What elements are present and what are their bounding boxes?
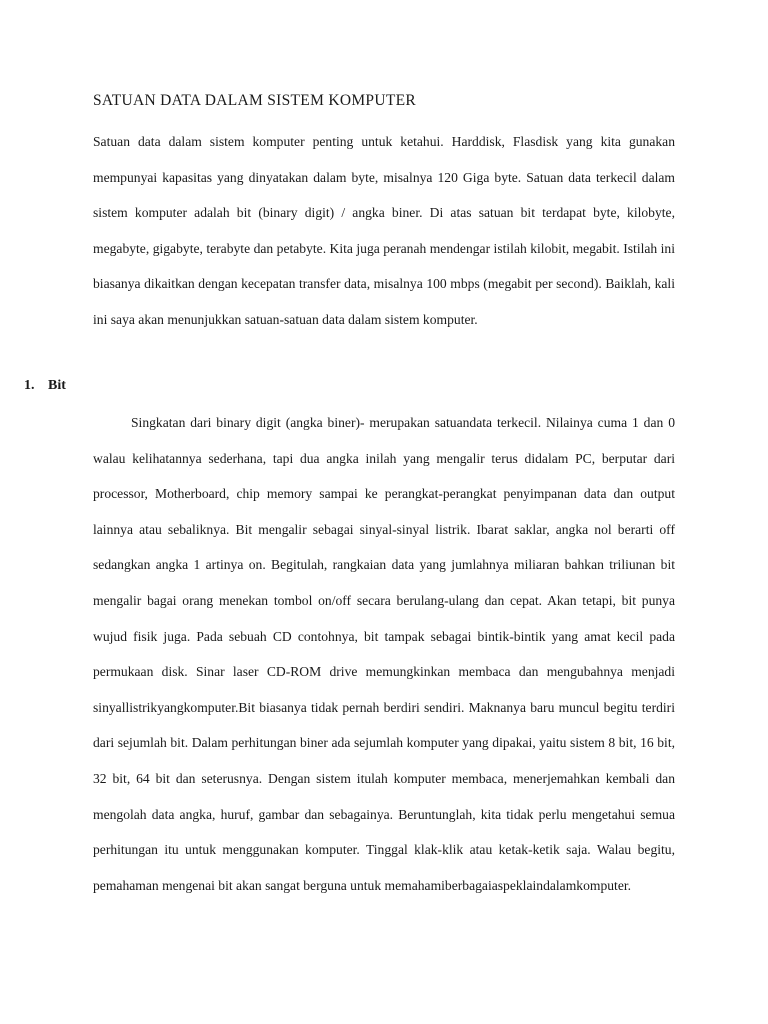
section-heading-bit (24, 378, 66, 394)
section-number: 1. (24, 378, 35, 393)
section-title: Bit (48, 378, 66, 393)
intro-paragraph: Satuan data dalam sistem komputer penting untuk ketahui. Harddisk, Flasdisk yang kita gunakan mempunyai kapasitas yang dinyatakan dalam byte, misalnya 120 Giga byte. Satuan data terkecil dalam sistem komputer adalah bit (binary digit) / angka biner. Di atas satuan bit terdapat byte, kilobyte, megabyte, gigabyte, terabyte dan petabyte. Kita juga peranah mendengar istilah kilobit, megabit. Istilah ini biasanya dikaitkan dengan kecepatan transfer data, misalnya 100 mbps (megabit per second). Baiklah, kali ini saya akan menunjukkan satuan-satuan data dalam sistem komputer. (93, 134, 675, 327)
bit-paragraph: Singkatan dari binary digit (angka biner)- merupakan satuandata terkecil. Nilainya cuma 1 dan 0 walau kelihatannya sederhana, tapi dua angka inilah yang mengalir terus didalam PC, berputar dari processor, Motherboard, chip memory sampai ke perangkat-perangkat penyimpanan data dan output lainnya atau sebaliknya. Bit mengalir sebagai sinyal-sinyal listrik. Ibarat saklar, angka nol berarti off sedangkan angka 1 artinya on. Begitulah, rangkaian data yang jumlahnya miliaran bahkan triliunan bit mengalir bagai orang menekan tombol on/off secara berulang-ulang dan cepat. Akan tetapi, bit punya wujud fisik juga. Pada sebuah CD contohnya, bit tampak sebagai bintik-bintik yang amat kecil pada permukaan disk. Sinar laser CD-ROM drive memungkinkan membaca dan mengubahnya menjadi sinyallistrikyangkomputer.Bit biasanya tidak pernah berdiri sendiri. Maknanya baru muncul begitu terdiri dari sejumlah bit. Dalam perhitungan biner ada sejumlah komputer yang dipakai, yaitu sistem 8 bit, 16 bit, 32 bit, 64 bit dan seterusnya. Dengan sistem itulah komputer membaca, menerjemahkan kembali dan mengolah data angka, huruf, gambar dan sebagainya. Beruntunglah, kita tidak perlu mengetahui semua perhitungan itu untuk menggunakan komputer. Tinggal klak-klik atau ketak-ketik saja. Walau begitu, pemahaman mengenai bit akan sangat berguna untuk memahamiberbagaiaspeklaindalamkomputer. (93, 415, 675, 893)
document-title: SATUAN DATA DALAM SISTEM KOMPUTER (93, 92, 416, 109)
